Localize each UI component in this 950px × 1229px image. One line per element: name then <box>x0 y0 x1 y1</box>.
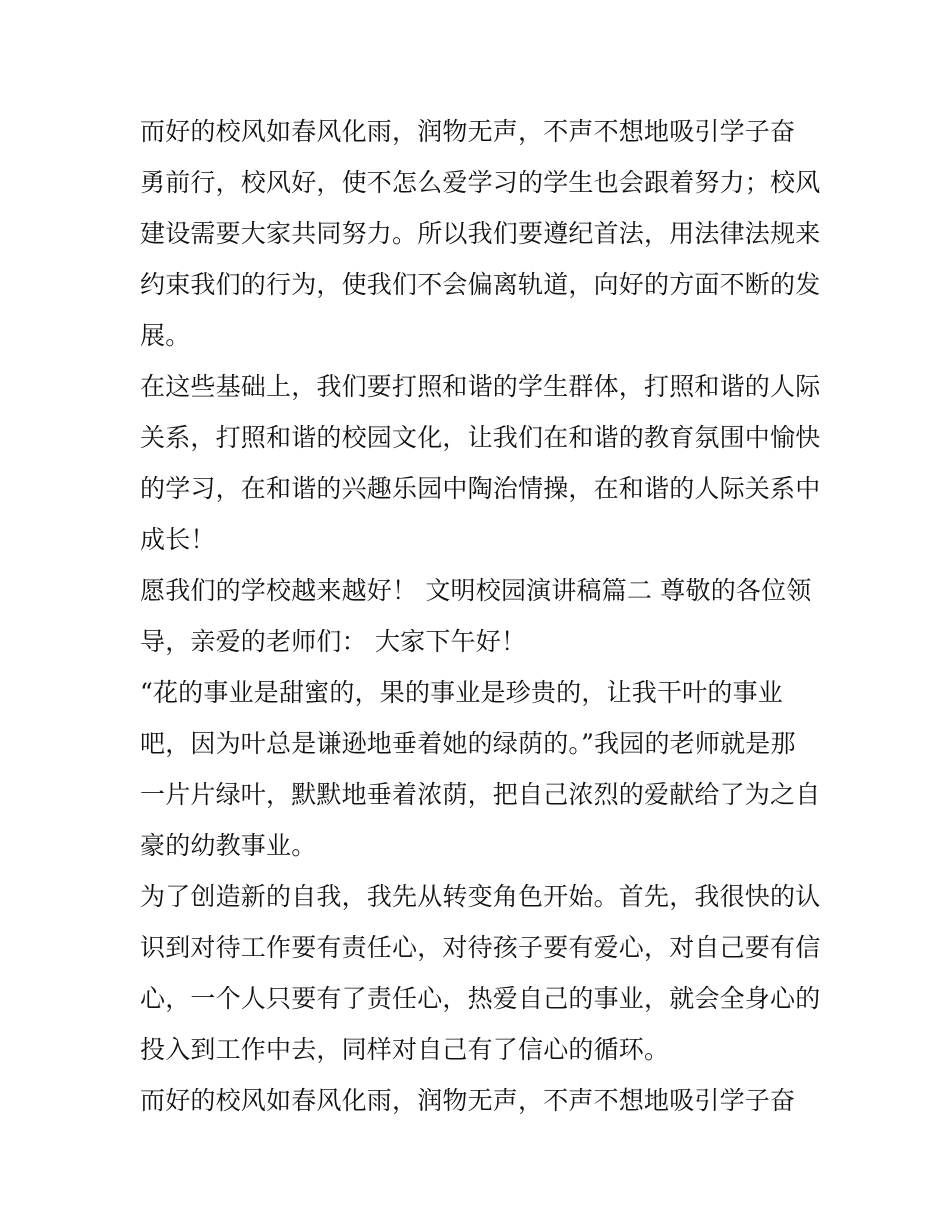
text-line: 而好的校风如春风化雨，润物无声，不声不想地吸引学子奋 <box>140 117 796 146</box>
text-line: 识到对待工作要有责任心，对待孩子要有爱心，对自己要有信 <box>140 933 821 962</box>
text-line: 成长！ <box>140 525 216 554</box>
text-line: 在这些基础上，我们要打照和谐的学生群体，打照和谐的人际 <box>140 372 821 401</box>
text-line: 导，亲爱的老师们： 大家下午好！ <box>140 627 527 656</box>
text-line: 心，一个人只要有了责任心，热爱自己的事业，就会全身心的 <box>140 984 821 1013</box>
document-body <box>140 106 820 1126</box>
text-line: 投入到工作中去，同样对自己有了信心的循环。 <box>140 1035 670 1064</box>
text-line: 为了创造新的自我，我先从转变角色开始。首先，我很快的认 <box>140 882 821 911</box>
text-line: 关系，打照和谐的校园文化，让我们在和谐的教育氛围中愉快 <box>140 423 821 452</box>
text-line: 约束我们的行为，使我们不会偏离轨道，向好的方面不断的发 <box>140 270 821 299</box>
text-line: 展。 <box>140 321 191 350</box>
text-line: 愿我们的学校越来越好！ 文明校园演讲稿篇二 尊敬的各位领 <box>140 576 812 605</box>
text-line: 豪的幼教事业。 <box>140 831 317 860</box>
text-line: 建设需要大家共同努力。所以我们要遵纪首法，用法律法规来 <box>140 219 821 248</box>
text-line: 勇前行，校风好，使不怎么爱学习的学生也会跟着努力；校风 <box>140 168 821 197</box>
text-line: 一片片绿叶，默默地垂着浓荫，把自己浓烈的爱献给了为之自 <box>140 780 821 809</box>
text-line: 而好的校风如春风化雨，润物无声，不声不想地吸引学子奋 <box>140 1086 796 1115</box>
text-line: 的学习，在和谐的兴趣乐园中陶治情操，在和谐的人际关系中 <box>140 474 821 503</box>
text-line: “花的事业是甜蜜的，果的事业是珍贵的，让我干叶的事业 <box>140 678 783 707</box>
text-line: 吧，因为叶总是谦逊地垂着她的绿荫的。”我园的老师就是那 <box>140 729 796 758</box>
